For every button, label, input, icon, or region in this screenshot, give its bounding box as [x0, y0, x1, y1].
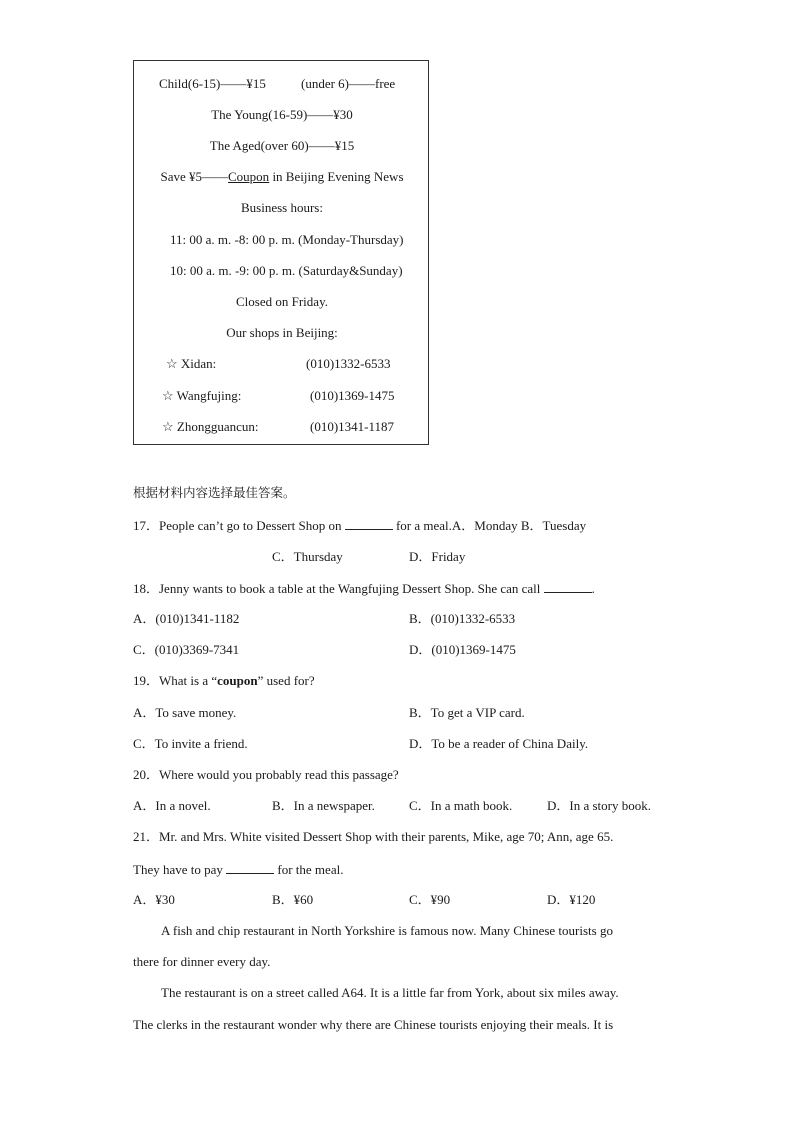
- price-under-six: (under 6)——free: [301, 76, 396, 91]
- shop-name-wangfujing: ☆ Wangfujing:: [162, 388, 242, 403]
- q18-option-a: A．(010)1341-1182: [133, 611, 240, 626]
- passage-line: there for dinner every day.: [133, 954, 271, 969]
- closed-note: Closed on Friday.: [236, 294, 328, 309]
- q17-option-d: D．Friday: [409, 549, 466, 564]
- price-young: The Young(16-59)——¥30: [211, 107, 353, 122]
- question-17-stem: [133, 517, 586, 534]
- q20-option-c: C．In a math book.: [409, 798, 513, 813]
- q21-stem2-a: They have to pay: [133, 862, 223, 877]
- shop-phone-xidan: (010)1332-6533: [306, 356, 391, 371]
- q20-option-b: B．In a newspaper.: [272, 798, 375, 813]
- q19-option-a: A．To save money.: [133, 705, 237, 720]
- answer-blank: [345, 517, 393, 530]
- q17-stem-a: 17．People can’t go to Dessert Shop on: [133, 518, 342, 533]
- price-aged: The Aged(over 60)——¥15: [209, 138, 355, 153]
- coupon-word: Coupon: [228, 169, 270, 184]
- question-21-stem-line2: [133, 861, 343, 878]
- q20-option-a: A．In a novel.: [133, 798, 211, 813]
- shops-title: Our shops in Beijing:: [226, 325, 338, 340]
- save-suffix: in Beijing Evening News: [269, 169, 404, 184]
- q18-option-d: D．(010)1369-1475: [409, 642, 516, 657]
- q18-end: .: [591, 581, 595, 596]
- hours-weekend: 10: 00 a. m. -9: 00 p. m. (Saturday&Sunday): [170, 263, 403, 278]
- q17-option-c: C．Thursday: [272, 549, 343, 564]
- passage-line: A fish and chip restaurant in North Yorkshire is famous now. Many Chinese tourists go: [161, 923, 613, 938]
- question-19-stem: [133, 673, 315, 689]
- shop-name-zhongguancun: ☆ Zhongguancun:: [162, 419, 259, 434]
- passage-line: The clerks in the restaurant wonder why there are Chinese tourists enjoying their meals. It is: [133, 1017, 614, 1032]
- question-21-stem: 21．Mr. and Mrs. White visited Dessert Shop with their parents, Mike, age 70; Ann, age 65.: [133, 829, 614, 844]
- q19-stem-b: ” used for?: [257, 673, 315, 688]
- hours-weekday: 11: 00 a. m. -8: 00 p. m. (Monday-Thursday): [170, 232, 404, 247]
- coupon-line: [134, 169, 430, 185]
- q19-option-d: D．To be a reader of China Daily.: [409, 736, 589, 751]
- q21-option-d: D．¥120: [547, 892, 596, 907]
- save-prefix: Save ¥5——: [160, 169, 229, 184]
- q18-option-c: C．(010)3369-7341: [133, 642, 240, 657]
- question-20-stem: 20．Where would you probably read this passage?: [133, 767, 399, 782]
- shop-phone-wangfujing: (010)1369-1475: [310, 388, 395, 403]
- hours-title: Business hours:: [241, 200, 323, 215]
- answer-blank: [544, 580, 592, 593]
- answer-blank: [226, 861, 274, 874]
- advertisement-box: [133, 60, 429, 445]
- q20-option-d: D．In a story book.: [547, 798, 651, 813]
- q19-option-c: C．To invite a friend.: [133, 736, 248, 751]
- passage-line: The restaurant is on a street called A64. It is a little far from York, about six miles away.: [161, 985, 619, 1000]
- q21-option-b: B．¥60: [272, 892, 314, 907]
- question-18-stem: [133, 580, 595, 597]
- q18-option-b: B．(010)1332-6533: [409, 611, 516, 626]
- price-child: Child(6-15)——¥15: [159, 76, 266, 91]
- shop-name-xidan: ☆ Xidan:: [166, 356, 217, 371]
- q19-stem-a: 19．What is a “: [133, 673, 218, 688]
- q19-coupon-bold: coupon: [217, 673, 258, 688]
- instruction: 根据材料内容选择最佳答案。: [133, 485, 296, 500]
- q18-stem: 18．Jenny wants to book a table at the Wangfujing Dessert Shop. She can call: [133, 581, 541, 596]
- q21-stem2-b: for the meal.: [277, 862, 344, 877]
- q17-stem-b: for a meal.A．Monday B．Tuesday: [395, 518, 587, 533]
- q21-option-a: A．¥30: [133, 892, 175, 907]
- shop-phone-zhongguancun: (010)1341-1187: [310, 419, 395, 434]
- q19-option-b: B．To get a VIP card.: [409, 705, 525, 720]
- q21-option-c: C．¥90: [409, 892, 451, 907]
